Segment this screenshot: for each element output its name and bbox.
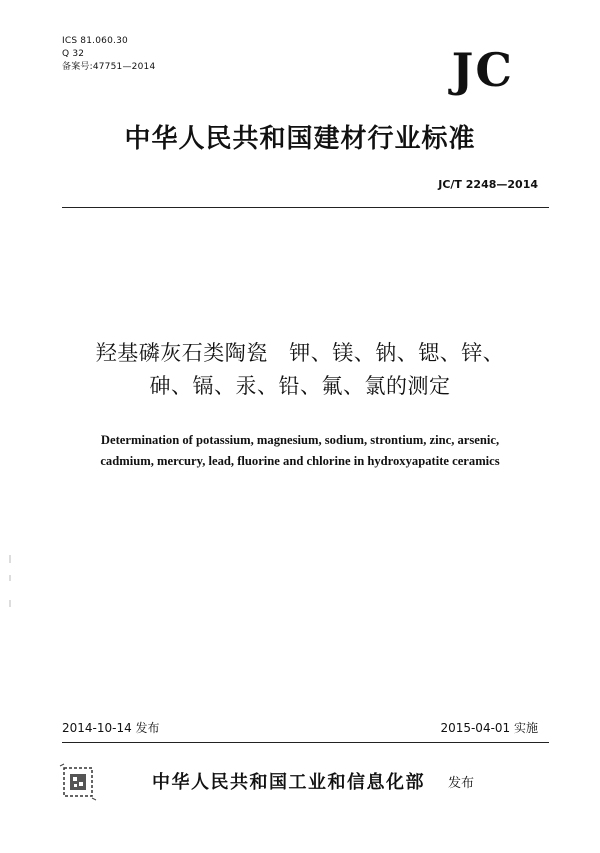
- standard-category-title: 中华人民共和国建材行业标准: [124, 124, 476, 154]
- bottom-divider: [62, 742, 549, 743]
- top-divider: [62, 207, 549, 208]
- publish-label: 发布: [448, 776, 475, 791]
- english-title-line-1: Determination of potassium, magnesium, sodium, strontium, zinc, arsenic,: [100, 433, 500, 447]
- chinese-title-line-1: 羟基磷灰石类陶瓷 钾、镁、钠、锶、锌、: [95, 341, 505, 365]
- issue-date: 2014-10-14 发布: [62, 721, 160, 735]
- jc-logo: JC: [451, 43, 514, 97]
- chinese-title-line-2: 砷、镉、汞、铅、氟、氯的测定: [149, 374, 451, 398]
- margin-marks: [8, 555, 12, 615]
- english-title-line-2: cadmium, mercury, lead, fluorine and chlorine in hydroxyapatite ceramics: [100, 454, 500, 468]
- standard-number: JC/T 2248—2014: [438, 178, 538, 191]
- classification-code: Q 32: [62, 49, 85, 59]
- registration-number: 备案号:47751—2014: [62, 62, 156, 72]
- ministry-seal-icon: [58, 762, 98, 802]
- ics-code: ICS 81.060.30: [62, 36, 128, 46]
- implementation-date: 2015-04-01 实施: [440, 721, 538, 735]
- publisher-name: 中华人民共和国工业和信息化部: [152, 772, 425, 793]
